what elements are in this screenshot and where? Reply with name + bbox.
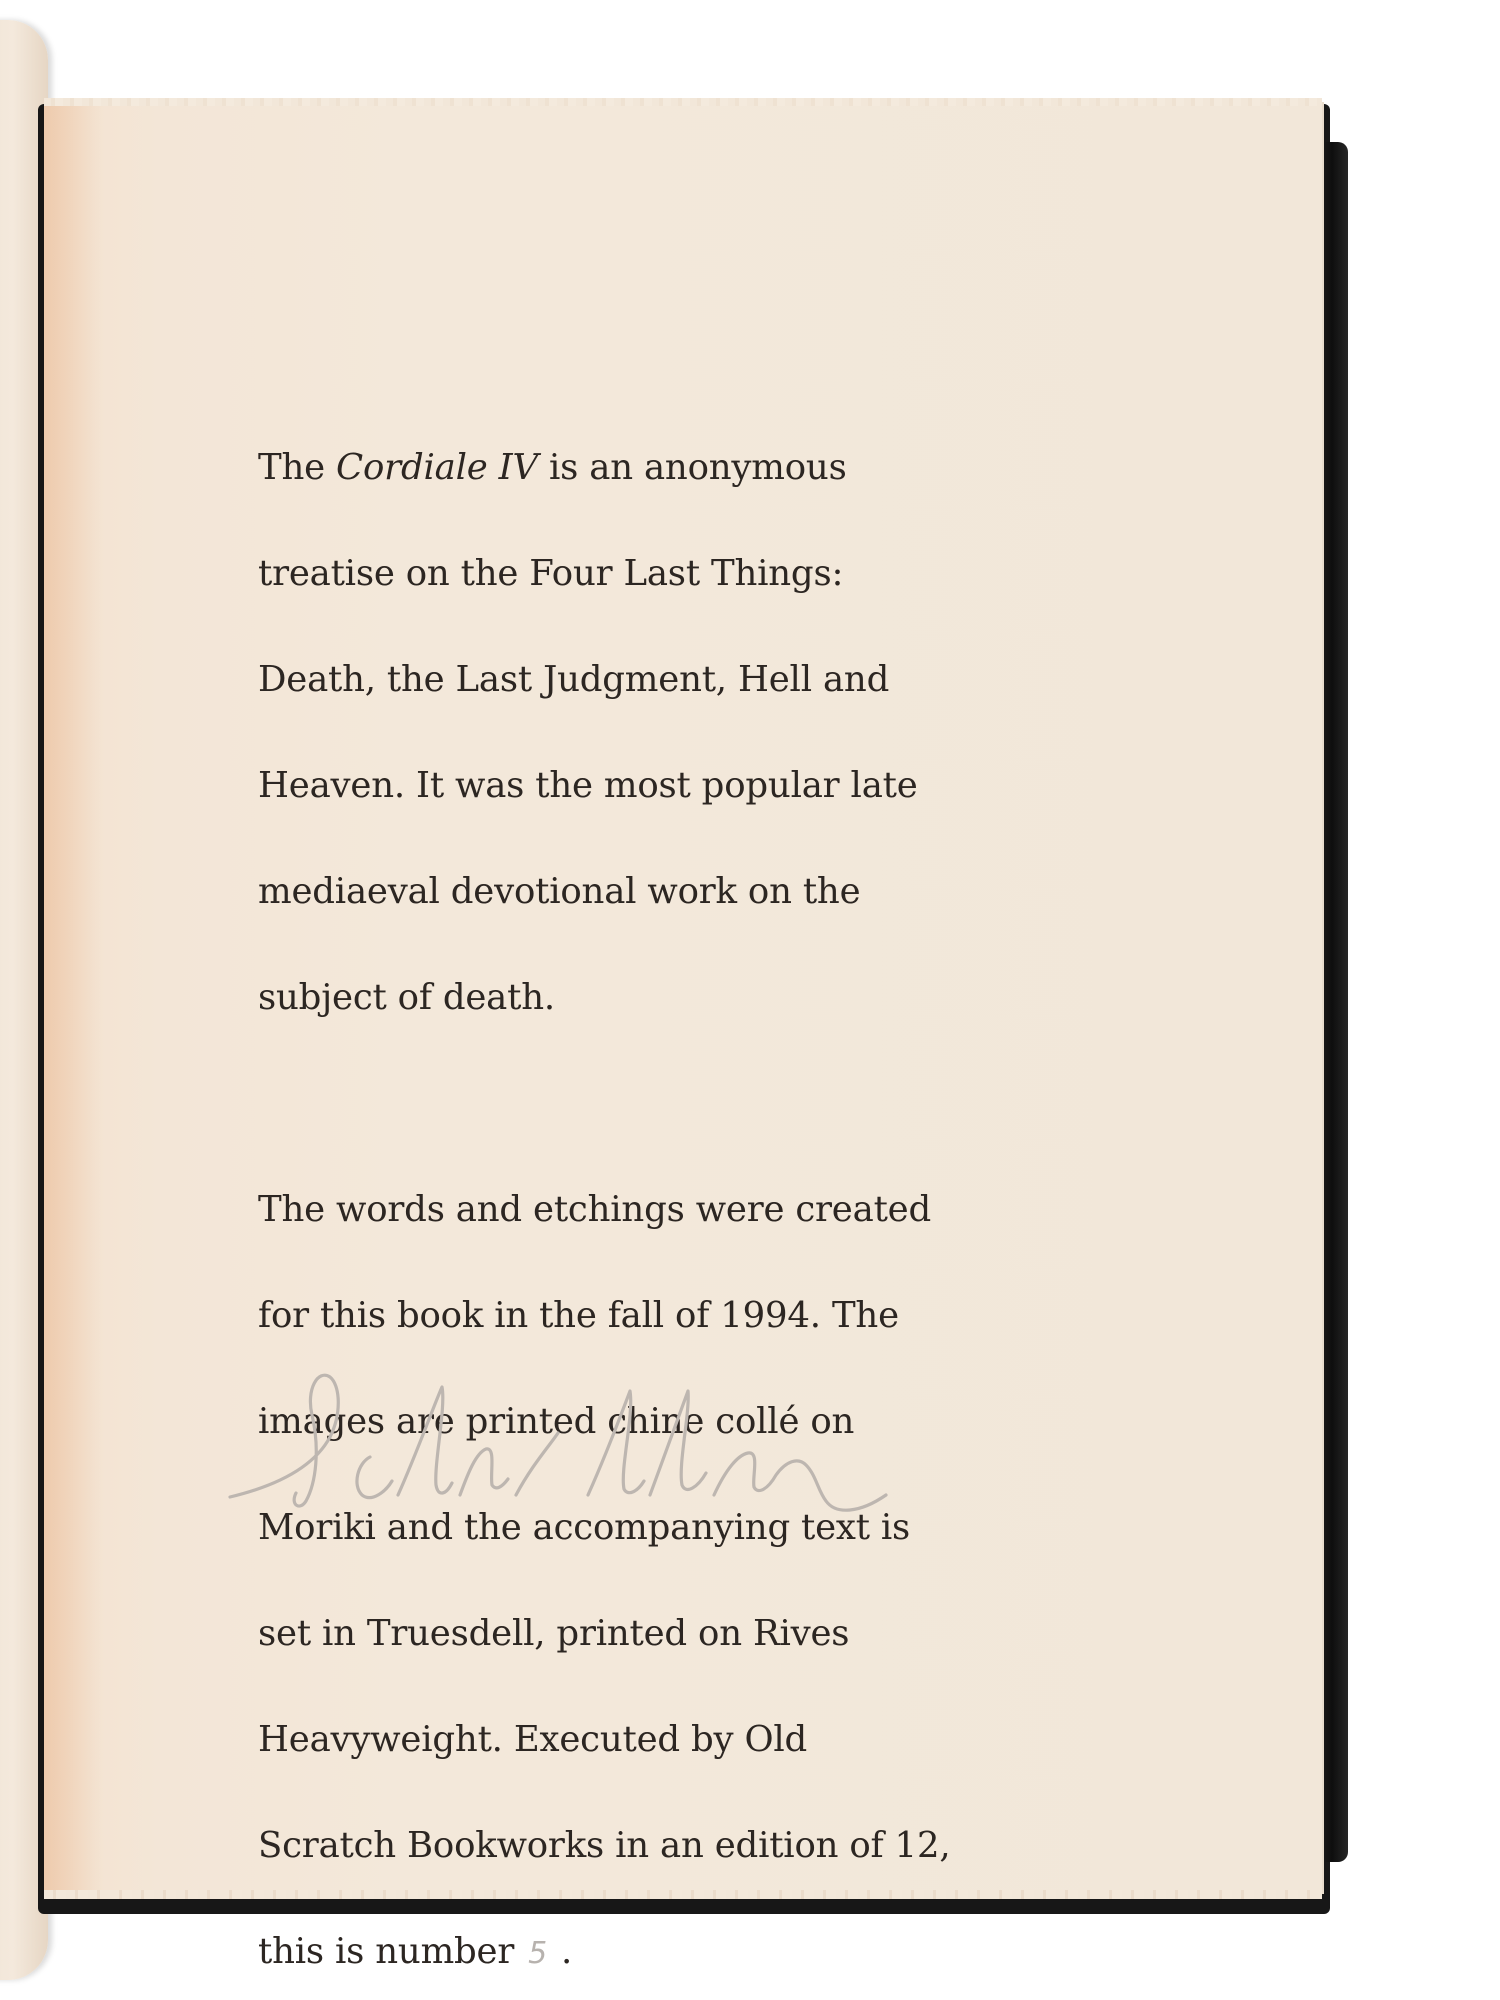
text-fragment: is an anonymous: [537, 447, 847, 488]
pencil-signature: [220, 1345, 940, 1535]
text-line: Heaven. It was the most popular late: [258, 765, 918, 806]
colophon-paragraph-2: [258, 1130, 1018, 2000]
colophon-text: [258, 388, 1018, 2000]
text-line: The words and etchings were created: [258, 1189, 931, 1230]
text-line: Moriki and the accompanying text is: [258, 1507, 911, 1548]
text-line: set in Truesdell, printed on Rives: [258, 1613, 850, 1654]
deckle-edge-top: [44, 98, 1322, 106]
text-line: mediaeval devotional work on the: [258, 871, 861, 912]
text-fragment: .: [561, 1931, 573, 1972]
gutter-shadow: [44, 102, 104, 1894]
text-line: images are printed chine collé on: [258, 1401, 855, 1442]
book-title: Cordiale IV: [336, 447, 538, 488]
text-line: Death, the Last Judgment, Hell and: [258, 659, 890, 700]
text-line: [258, 1925, 1018, 1980]
text-line: subject of death.: [258, 977, 555, 1018]
text-line: Scratch Bookworks in an edition of 12,: [258, 1825, 951, 1866]
colophon-paragraph-1: [258, 388, 1018, 1077]
edition-number: 5: [528, 1936, 548, 1971]
text-line: treatise on the Four Last Things:: [258, 553, 844, 594]
text-line: for this book in the fall of 1994. The: [258, 1295, 899, 1336]
text-line: Heavyweight. Executed by Old: [258, 1719, 808, 1760]
text-line: [258, 441, 1018, 494]
text-fragment: The: [258, 447, 337, 488]
text-fragment: this is number: [258, 1931, 515, 1972]
